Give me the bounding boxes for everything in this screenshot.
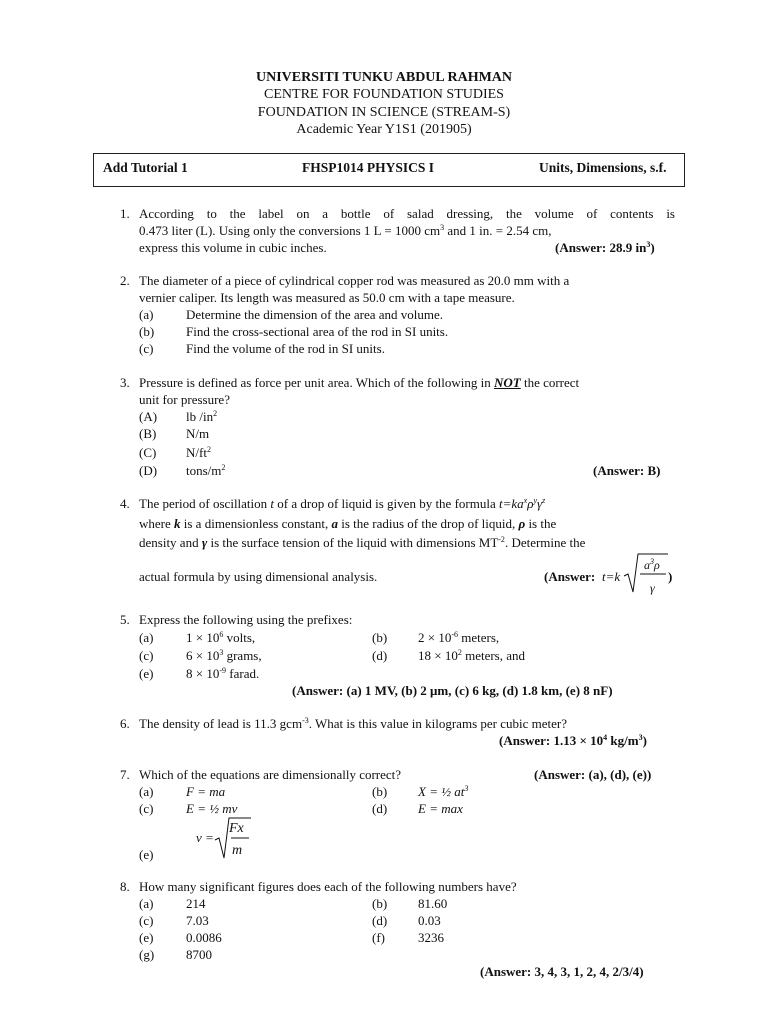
option-text: N/m [186,426,210,441]
equation-denominator: m [232,843,243,858]
question-text: The density of lead is 11.3 gcm$^{-3}$. What is this value in kilograms per cubic meter? [139,716,567,731]
option-text: Determine the dimension of the area and volume. [186,307,444,322]
option-label: (d) [372,913,388,928]
question-number: 2. [120,273,130,288]
option-label: (f) [372,930,385,945]
answer: (Answer: B) [593,463,661,478]
question-text: express this volume in cubic inches. [139,240,327,255]
option-text: $18 \times 10^2$ meters, and [418,648,526,663]
option-label: (c) [139,801,154,816]
question-text: Which of the equations are dimensionally correct? [139,767,402,782]
option-label: (a) [139,784,154,799]
question-number: 1. [120,206,130,221]
option-text: 81.60 [418,896,448,911]
question-number: 7. [120,767,130,782]
question-text: The period of oscillation t of a drop of liquid is given by the formula $t=ka^x\rho^y\gamma^z$ [139,496,546,511]
answer: (Answer: $1.13 \times 10^4$ $kg/m^3$) [499,733,647,748]
option-label: (c) [139,341,154,356]
answer: (Answer: 28.9 $in^3$) [555,240,655,255]
question-text: According to the label on a bottle of salad dressing, the volume of contents is [139,206,675,221]
answer-formula-lhs: t=k [602,569,621,584]
option-text: $2 \times 10^{-6}$ meters, [418,630,500,645]
option-text: 214 [186,896,206,911]
programme-name: FOUNDATION IN SCIENCE (STREAM-S) [257,105,511,120]
option-label: (C) [139,445,157,460]
banner-left: Add Tutorial 1 [103,160,188,175]
option-label: (D) [139,463,158,478]
option-text: X = ½ $at^3$ [418,784,469,799]
answer-formula-denominator: γ [650,581,655,595]
question-text: vernier caliper. Its length was measured as 50.0 cm with a tape measure. [139,290,515,305]
option-text: Find the cross-sectional area of the rod in SI units. [186,324,449,339]
question-number: 4. [120,496,130,511]
option-label: (e) [139,930,154,945]
option-text: tons/$m^2$ [186,463,226,478]
banner-course: FHSP1014 PHYSICS I [302,160,435,175]
option-text: 7.03 [186,913,209,928]
option-label: (A) [139,409,158,424]
option-label: (e) [139,666,154,681]
option-text: 0.0086 [186,930,222,945]
option-text: lb $/in^2$ [186,409,218,424]
option-text: $1 \times 10^6$ volts, [186,630,256,645]
option-label: (b) [372,896,388,911]
option-label: (B) [139,426,157,441]
question-text: where k is a dimensionless constant, a is the radius of the drop of liquid, ρ is the [139,516,557,531]
question-number: 3. [120,375,130,390]
period-formula: $t=ka^x\rho^y\gamma^z$ [498,496,546,511]
question-number: 6. [120,716,130,731]
question-number: 5. [120,612,130,627]
answer: (Answer: (a), (d), (e)) [534,767,652,782]
option-label: (d) [372,801,388,816]
university-name: UNIVERSITI TUNKU ABDUL RAHMAN [255,70,513,85]
banner-topic: Units, Dimensions, s.f. [539,160,667,175]
question-text: 0.473 liter (L). Using only the conversions 1 L = 1000 $cm^3$ and 1 in. = 2.54 cm, [139,223,552,238]
option-text: F = ma [186,784,226,799]
option-label: (g) [139,947,155,962]
option-label: (d) [372,648,388,663]
academic-year: Academic Year Y1S1 (201905) [296,122,472,137]
option-text: $N/ft^2$ [186,445,211,460]
option-text: 8700 [186,947,212,962]
option-label: (b) [372,784,388,799]
option-label: (a) [139,630,154,645]
question-text: How many significant figures does each of the following numbers have? [139,879,517,894]
option-text: E = ½ mv [186,801,238,816]
equation-numerator: Fx [229,821,244,836]
answer: (Answer: 3, 4, 3, 1, 2, 4, 2/3/4) [480,964,644,979]
answer: (Answer: (a) 1 MV, (b) 2 μm, (c) 6 kg, (d) 1.8 km, (e) 8 nF) [292,683,613,698]
option-text: 0.03 [418,913,441,928]
option-label: (a) [139,896,154,911]
option-label: (e) [139,847,154,862]
option-label: (b) [372,630,388,645]
question-text: Pressure is defined as force per unit area. Which of the following in NOT the correct [139,375,580,390]
equation-lhs: v = [196,830,214,845]
option-label: (a) [139,307,154,322]
question-text: unit for pressure? [139,392,230,407]
option-text: $8 \times 10^{-9}$ farad. [186,666,260,681]
answer-label: (Answer: [544,569,596,584]
centre-name: CENTRE FOR FOUNDATION STUDIES [264,87,504,102]
option-label: (c) [139,913,154,928]
answer-close: ) [668,569,673,584]
answer-formula-numerator: $a^3\rho$ [644,557,660,572]
question-text: density and γ is the surface tension of the liquid with dimensions $MT^{-2}$. Determine the [139,535,586,550]
question-number: 8. [120,879,130,894]
option-text: $6 \times 10^3$ grams, [186,648,262,663]
option-text: E = max [418,801,463,816]
question-text: Express the following using the prefixes: [139,612,353,627]
option-label: (c) [139,648,154,663]
question-text: The diameter of a piece of cylindrical copper rod was measured as 20.0 mm with a [139,273,570,288]
question-text: actual formula by using dimensional analysis. [139,569,378,584]
option-label: (b) [139,324,155,339]
option-text: 3236 [418,930,444,945]
option-text: Find the volume of the rod in SI units. [186,341,385,356]
